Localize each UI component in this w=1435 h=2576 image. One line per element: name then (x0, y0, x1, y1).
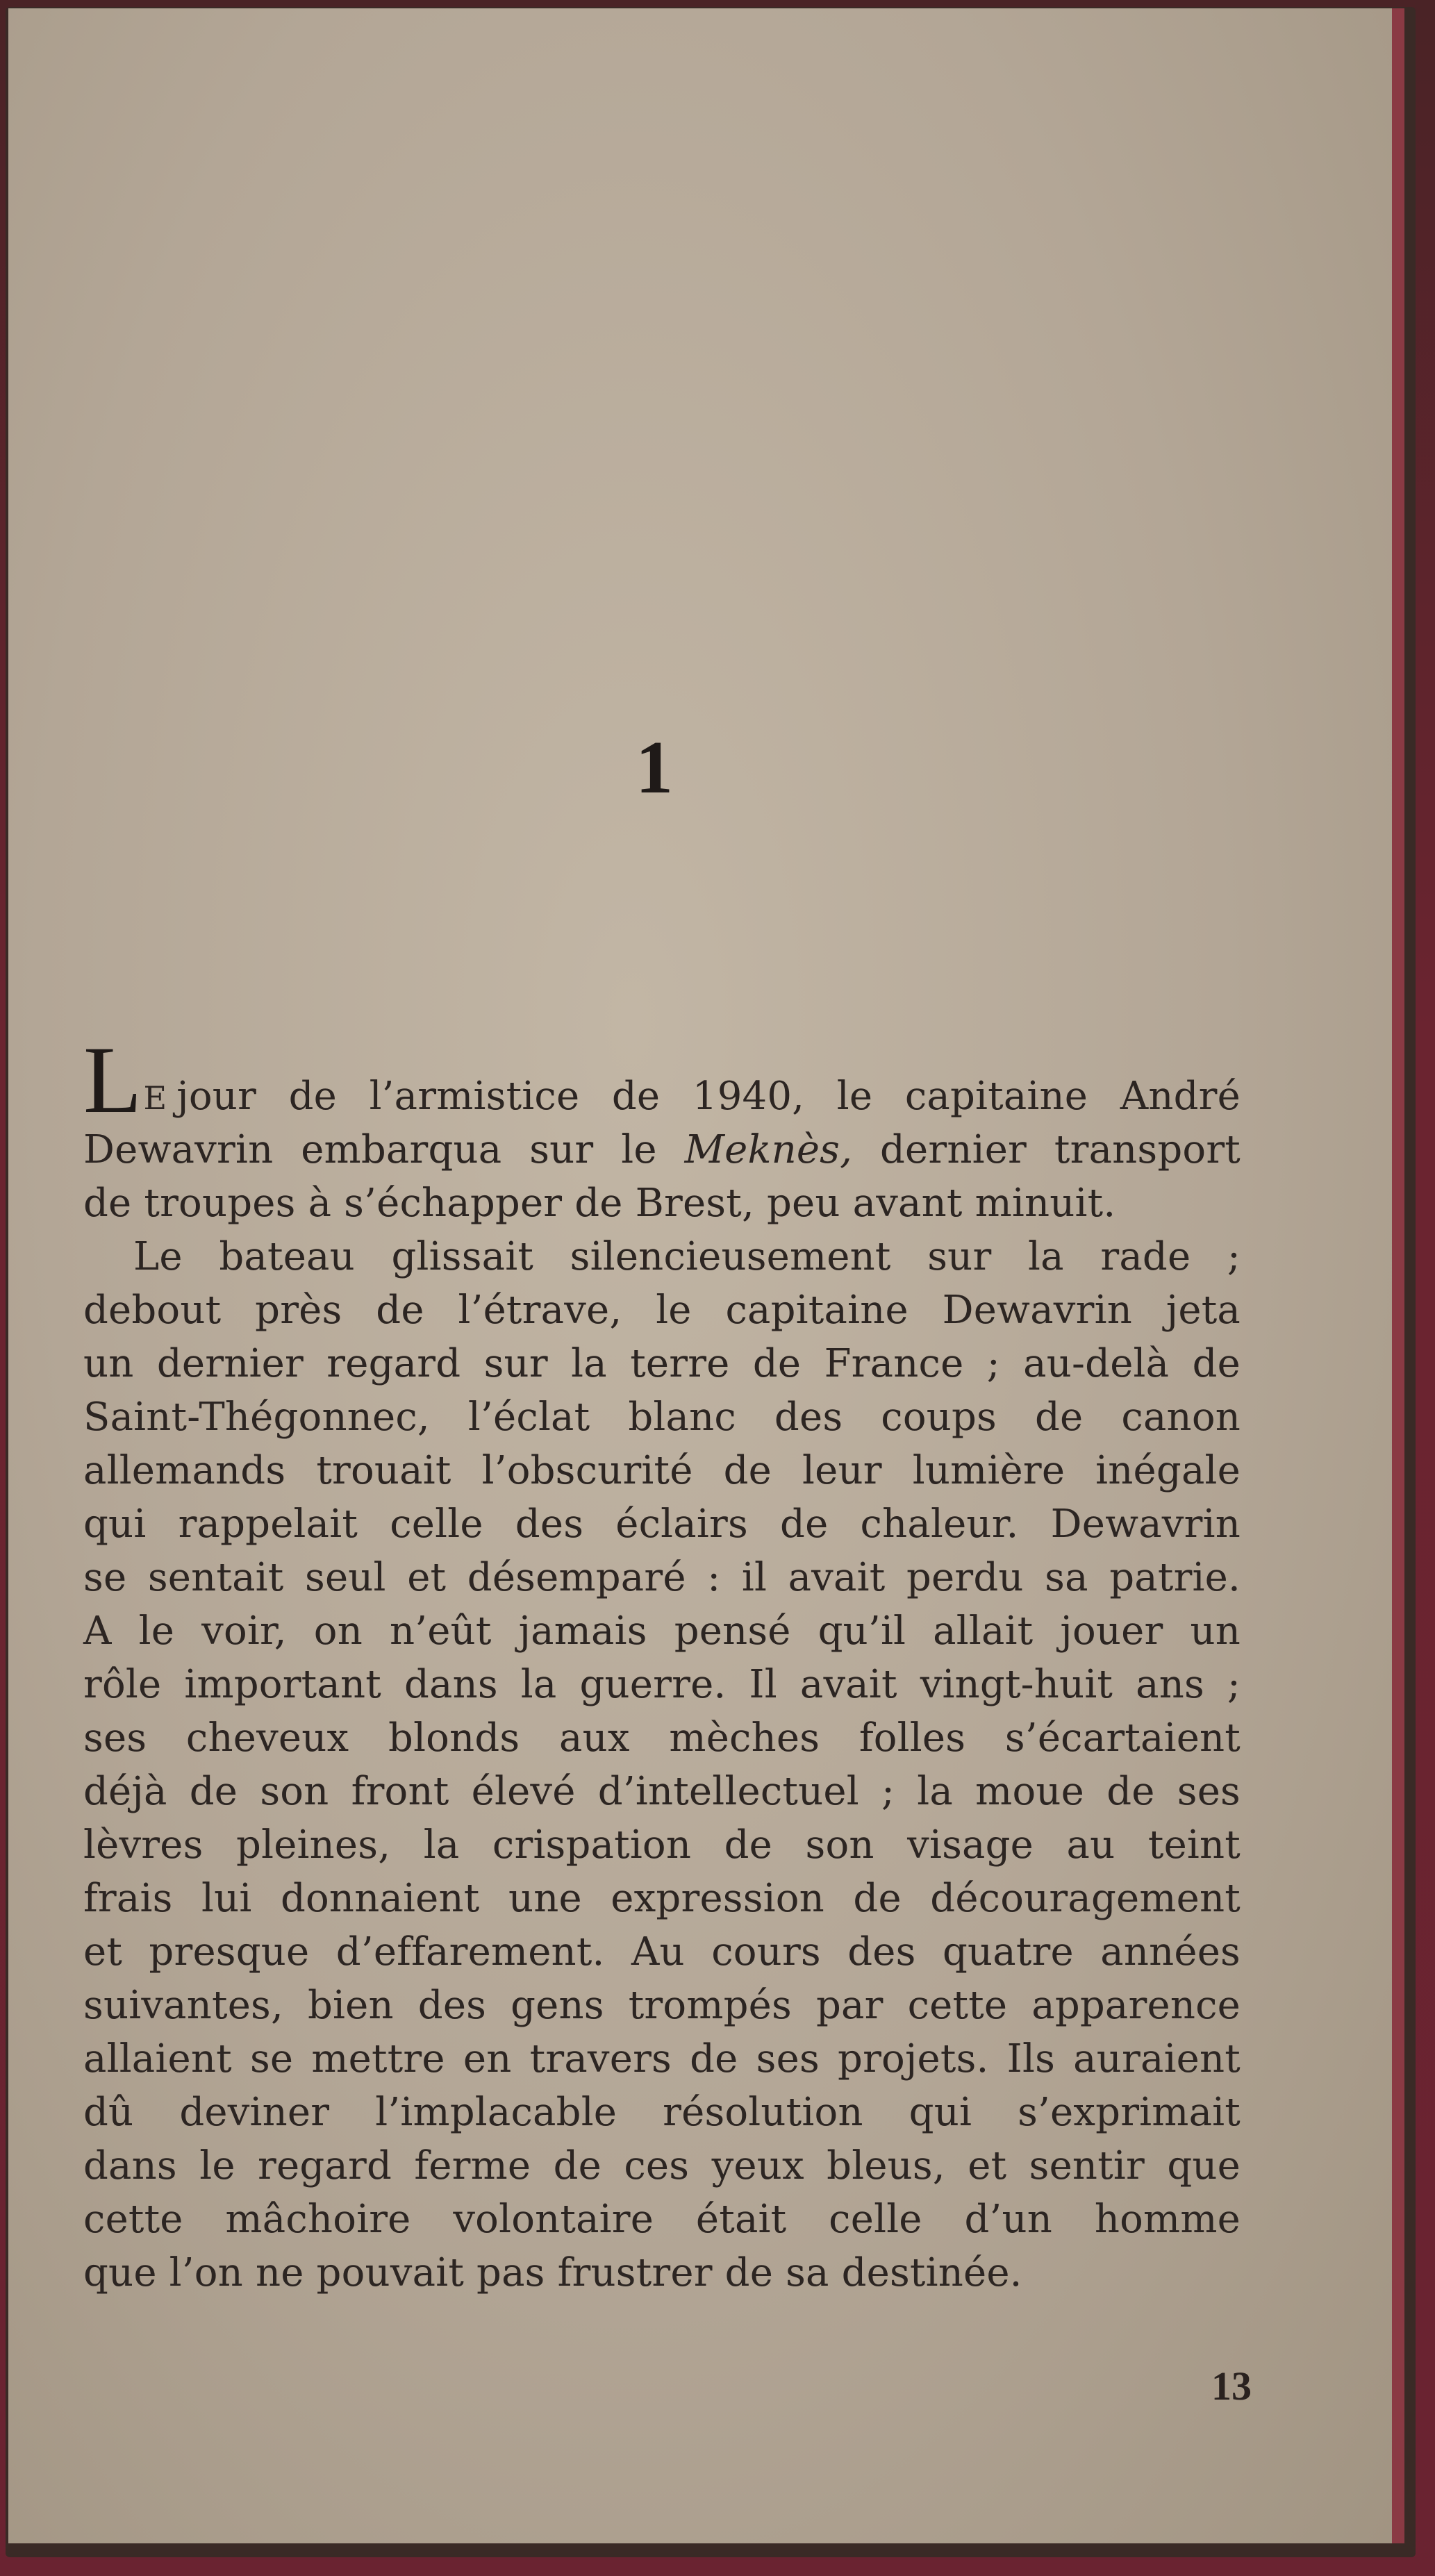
drop-cap-tail: E (143, 1079, 167, 1117)
text-line (83, 1027, 1241, 1133)
text-line: dû deviner l’implacable résolution qui s’exprimait (83, 2090, 1241, 2135)
text-line: ses cheveux blonds aux mèches folles s’écartaient (83, 1715, 1241, 1761)
text-segment: dernier transport (852, 1127, 1241, 1172)
text-line: frais lui donnaient une expression de découragement (83, 1876, 1241, 1921)
text-line: qui rappelait celle des éclairs de chaleur. Dewavrin (83, 1502, 1241, 1547)
text-line (83, 1123, 1241, 1177)
book-page (8, 8, 1404, 2543)
text-line: suivantes, bien des gens trompés par cette apparence (83, 1983, 1241, 2028)
text-segment: Dewavrin embarqua sur le (83, 1127, 685, 1172)
text-line: debout près de l’étrave, le capitaine Dewavrin jeta (83, 1288, 1241, 1333)
text-line: déjà de son front élevé d’intellectuel ; la moue de ses (83, 1769, 1241, 1814)
body-text (83, 1027, 1241, 2300)
drop-cap: L (83, 1027, 142, 1133)
text-line: cette mâchoire volontaire était celle d’un homme (83, 2197, 1241, 2242)
text-line: allaient se mettre en travers de ses projets. Ils auraient (83, 2036, 1241, 2081)
text-line: allemands trouait l’obscurité de leur lumière inégale (83, 1448, 1241, 1493)
text-line: de troupes à s’échapper de Brest, peu avant minuit. (83, 1181, 1116, 1226)
text-line: dans le regard ferme de ces yeux bleus, et sentir que (83, 2143, 1241, 2188)
text-line: Saint-Thégonnec, l’éclat blanc des coups de canon (83, 1395, 1241, 1440)
text-line: se sentait seul et désemparé : il avait perdu sa patrie. (83, 1555, 1241, 1600)
page-number: 13 (1211, 2363, 1252, 2409)
text-line: lèvres pleines, la crispation de son visage au teint (83, 1822, 1241, 1868)
text-line: Le bateau glissait silencieusement sur la rade ; (133, 1234, 1241, 1279)
text-line: A le voir, on n’eût jamais pensé qu’il allait jouer un (83, 1609, 1241, 1654)
text-line: et presque d’effarement. Au cours des quatre années (83, 1929, 1241, 1975)
text-segment: jour de l’armistice de 1940, le capitaine André (176, 1074, 1241, 1119)
text-line: que l’on ne pouvait pas frustrer de sa destinée. (83, 2250, 1022, 2295)
text-line: un dernier regard sur la terre de France ; au-delà de (83, 1341, 1241, 1386)
text-line: rôle important dans la guerre. Il avait vingt-huit ans ; (83, 1662, 1241, 1707)
ship-name: Meknès, (684, 1127, 853, 1172)
chapter-number: 1 (636, 726, 673, 809)
